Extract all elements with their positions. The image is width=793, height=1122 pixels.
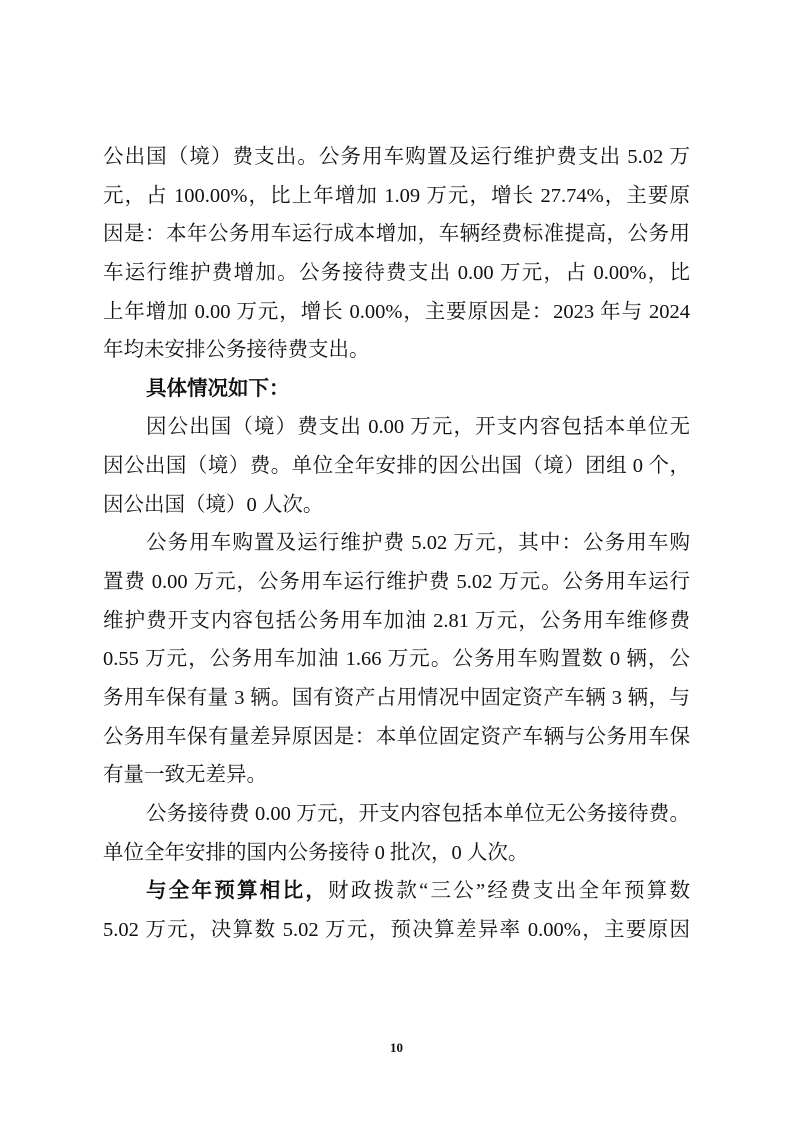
para-reception-expense xyxy=(103,795,690,872)
page-number: 10 xyxy=(390,1040,403,1055)
para-vehicle-expense xyxy=(103,524,690,794)
text-line xyxy=(103,215,690,254)
text-segment: 元，占 100.00%，比上年增加 1.09 万元，增长 27.74%，主要原 xyxy=(103,184,690,207)
para-abroad-expense xyxy=(103,408,690,524)
para-heading-details xyxy=(103,370,690,409)
text-line xyxy=(103,718,690,757)
text-segment: 公出国（境）费支出。公务用车购置及运行维护费支出 5.02 万 xyxy=(103,146,690,168)
text-segment: 年均未安排公务接待费支出。 xyxy=(103,339,370,362)
text-segment: 上年增加 0.00 万元，增长 0.00%，主要原因是：2023 年与 2024 xyxy=(103,300,690,323)
text-line xyxy=(103,370,690,409)
para-sangong-summary-continuation xyxy=(103,138,690,370)
text-line xyxy=(103,640,690,679)
text-segment: 置费 0.00 万元，公务用车运行维护费 5.02 万元。公务用车运行 xyxy=(103,571,690,594)
text-line xyxy=(103,447,690,486)
text-line xyxy=(103,254,690,293)
text-line xyxy=(103,293,690,332)
text-segment: 0.55 万元，公务用车加油 1.66 万元。公务用车购置数 0 辆，公 xyxy=(103,648,690,671)
text-line xyxy=(103,756,690,795)
text-segment: 单位全年安排的国内公务接待 0 批次，0 人次。 xyxy=(103,841,529,864)
text-segment: 公务用车保有量差异原因是：本单位固定资产车辆与公务用车保 xyxy=(103,725,690,748)
para-budget-comparison xyxy=(103,872,690,949)
text-segment: 维护费开支内容包括公务用车加油 2.81 万元，公务用车维修费 xyxy=(103,609,690,632)
text-segment: 公务用车购置及运行维护费 5.02 万元，其中：公务用车购 xyxy=(146,532,690,555)
text-segment: 公务接待费 0.00 万元，开支内容包括本单位无公务接待费。 xyxy=(146,802,690,825)
text-segment: 因公出国（境）费。单位全年安排的因公出国（境）团组 0 个， xyxy=(103,455,690,478)
text-line xyxy=(103,563,690,602)
text-line xyxy=(103,524,690,563)
text-segment: 财政拨款“三公”经费支出全年预算数 xyxy=(328,880,691,903)
text-segment: 5.02 万元，决算数 5.02 万元，预决算差异率 0.00%，主要原因 xyxy=(103,918,690,941)
text-line xyxy=(103,331,690,370)
bold-text-segment: 具体情况如下： xyxy=(146,377,290,400)
text-line xyxy=(103,177,690,216)
text-line xyxy=(103,486,690,525)
text-line xyxy=(103,138,690,177)
text-segment: 务用车保有量 3 辆。国有资产占用情况中固定资产车辆 3 辆，与 xyxy=(103,686,690,709)
text-segment: 因是：本年公务用车运行成本增加，车辆经费标准提高，公务用 xyxy=(103,223,690,246)
page-footer xyxy=(0,1039,793,1057)
document-body xyxy=(103,138,690,949)
text-segment: 车运行维护费增加。公务接待费支出 0.00 万元，占 0.00%，比 xyxy=(103,261,690,284)
text-line xyxy=(103,679,690,718)
bold-text-segment: 与全年预算相比， xyxy=(146,880,329,903)
text-line xyxy=(103,834,690,873)
text-line xyxy=(103,602,690,641)
text-line xyxy=(103,911,690,950)
text-line xyxy=(103,408,690,447)
text-segment: 因公出国（境）费支出 0.00 万元，开支内容包括本单位无 xyxy=(146,416,690,439)
text-segment: 因公出国（境）0 人次。 xyxy=(103,493,324,516)
text-line xyxy=(103,872,690,911)
text-segment: 有量一致无差异。 xyxy=(103,764,267,787)
text-line xyxy=(103,795,690,834)
